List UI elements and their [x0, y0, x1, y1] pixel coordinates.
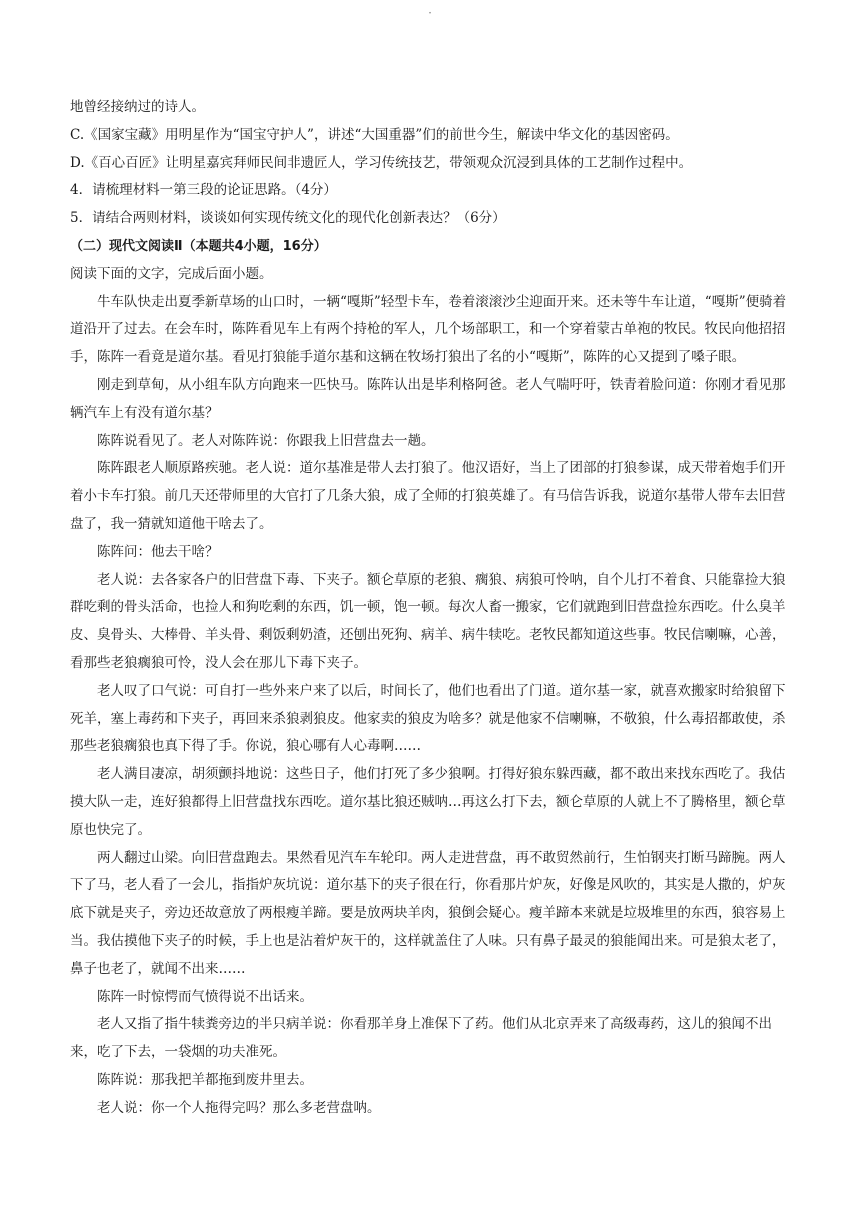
passage-paragraph: 老人满目凄凉，胡须颤抖地说：这些日子，他们打死了多少狼啊。打得好狼东躲西藏，都不敢出来找东西吃了。我估摸大队一走，连好狼都得上旧营盘找东西吃。道尔基比狼还贼呐…再这么打下去，额仑草原的人就上不了腾格里，额仑草原也快完了。: [70, 766, 786, 838]
header-mark: ·: [428, 6, 432, 20]
passage-paragraph: 陈阵说：那我把羊都拖到废井里去。: [97, 1071, 313, 1088]
passage-paragraph: 老人说：你一个人拖得完吗？那么多老营盘呐。: [97, 1099, 381, 1116]
passage-paragraph: 老人叹了口气说：可自打一些外来户来了以后，时间长了，他们也看出了门道。道尔基一家，就喜欢搬家时给狼留下死羊，塞上毒药和下夹子，再回来杀狼剥狼皮。他家卖的狼皮为啥多？就是他家不信喇嘛，不敬狼，什么毒招都敢使，杀那些老狼瘸狼也真下得了手。你说，狼心哪有人心毒啊……: [70, 682, 786, 755]
passage-paragraph: 陈阵一时惊愕而气愤得说不出话来。: [97, 988, 313, 1005]
option-line: 地曾经接纳过的诗人。: [70, 99, 205, 115]
option-c: C.《国家宝藏》用明星作为“国宝守护人”，讲述“大国重器”们的前世今生，解读中华文化的基因密码。: [70, 126, 679, 143]
reading-instruction: 阅读下面的文字，完成后面小题。: [70, 265, 273, 282]
passage-paragraph: 牛车队快走出夏季新草场的山口时，一辆“嘎斯”轻型卡车，卷着滚滚沙尘迎面开来。还未等牛车让道，“嘎斯”便骑着道沿开了过去。在会车时，陈阵看见车上有两个持枪的军人，几个场部职工，和一个穿着蒙古单袍的牧民。牧民向他招招手，陈阵一看竟是道尔基。看见打狼能手道尔基和这辆在牧场打狼出了名的小“嘎斯”，陈阵的心又提到了嗓子眼。: [70, 293, 787, 366]
passage-paragraph: 老人又指了指牛犊粪旁边的半只病羊说：你看那羊身上准保下了药。他们从北京弄来了高级毒药，这儿的狼闻不出来，吃了下去，一袋烟的功夫准死。: [70, 1016, 772, 1061]
passage-paragraph: 陈阵问：他去干啥？: [97, 543, 219, 560]
passage-paragraph: 陈阵跟老人顺原路疾驰。老人说：道尔基准是带人去打狼了。他汉语好，当上了团部的打狼参谋，成天带着炮手们开着小卡车打狼。前几天还带师里的大官打了几条大狼，成了全师的打狼英雄了。有马信告诉我，说道尔基带人带车去旧营盘了，我一猜就知道他干啥去了。: [70, 460, 786, 532]
passage-paragraph: 老人说：去各家各户的旧营盘下毒、下夹子。额仑草原的老狼、瘸狼、病狼可怜呐，自个儿打不着食、只能靠捡大狼群吃剩的骨头活命，也捡人和狗吃剩的东西，饥一顿，饱一顿。每次人畜一搬家，它们就跑到旧营盘捡东西吃。什么臭羊皮、臭骨头、大棒骨、羊头骨、剩饭剩奶渣，还刨出死狗、病羊、病牛犊吃。老牧民都知道这些事。牧民信喇嘛，心善，看那些老狼瘸狼可怜，没人会在那儿下毒下夹子。: [70, 571, 786, 671]
passage-paragraph: 刚走到草甸，从小组车队方向跑来一匹快马。陈阵认出是毕利格阿爸。老人气喘吁吁，铁青着脸问道：你刚才看见那辆汽车上有没有道尔基？: [70, 376, 786, 421]
question-4: 4．请梳理材料一第三段的论证思路。（4分）: [70, 182, 337, 199]
question-5: 5．请结合两则材料，谈谈如何实现传统文化的现代化创新表达？（6分）: [70, 210, 506, 227]
option-d: D.《百心百匠》让明星嘉宾拜师民间非遗匠人，学习传统技艺，带领观众沉浸到具体的工艺制作过程中。: [70, 154, 693, 171]
document-body: [70, 94, 794, 1122]
passage-paragraph: 两人翻过山梁。向旧营盘跑去。果然看见汽车车轮印。两人走进营盘，再不敢贸然前行，生怕钢夹打断马蹄腕。两人下了马，老人看了一会儿，指指炉灰坑说：道尔基下的夹子很在行，你看那片炉灰，好像是风吹的，其实是人撒的，炉灰底下就是夹子，旁边还故意放了两根瘦羊蹄。要是放两块羊肉，狼倒会疑心。瘦羊蹄本来就是垃圾堆里的东西，狼容易上当。我估摸他下夹子的时候，手上也是沾着炉灰干的，这样就盖住了人味。只有鼻子最灵的狼能闻出来。可是狼太老了，鼻子也老了，就闻不出来……: [70, 849, 786, 977]
section-heading: （二）现代文阅读Ⅱ（本题共4小题，16分）: [70, 238, 327, 254]
passage-paragraph: 陈阵说看见了。老人对陈阵说：你跟我上旧营盘去一趟。: [97, 432, 435, 449]
